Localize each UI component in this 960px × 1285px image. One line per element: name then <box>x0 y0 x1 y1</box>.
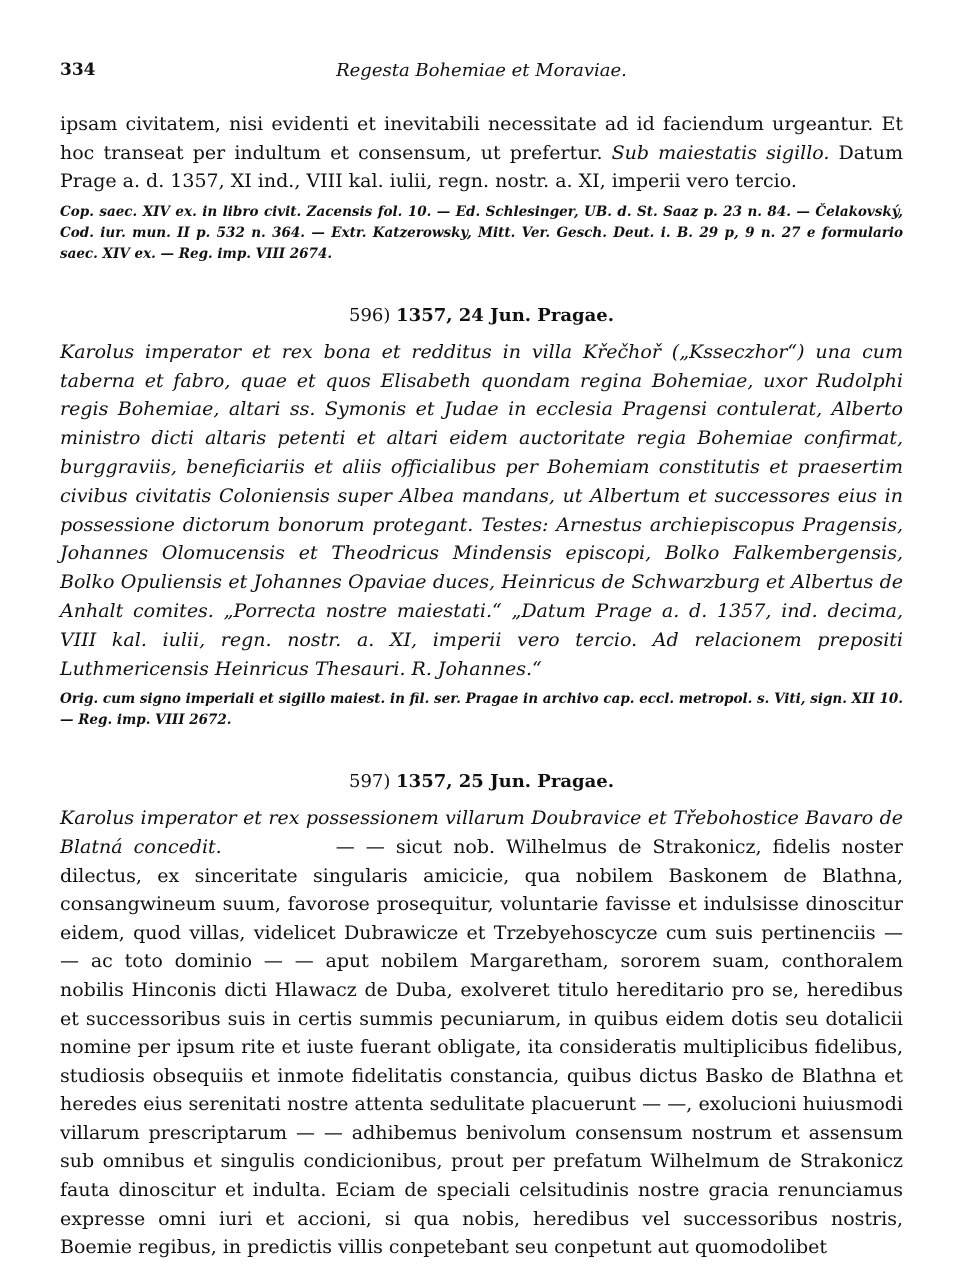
page-number: 334 <box>60 60 96 80</box>
entry-597-heading <box>60 771 903 792</box>
continuation-note: Cop. saec. XIV ex. in libro civit. Zacensis fol. 10. — Ed. Schlesinger, UB. d. St. Saaz p. 23 n. 84. — Čelakovský, Cod. iur. mun. II p. 532 n. 364. — Extr. Katzerowsky, Mitt. Ver. Gesch. Deut. i. B. 29 p, 9 n. 27 e formulario saec. XIV ex. — Reg. imp. VIII 2674. <box>60 203 903 262</box>
continuation-line-2: transeat per indultum et consensum, ut prefertur. <box>103 141 612 164</box>
continuation-line-1: ipsam civitatem, nisi evidenti et inevitabili necessitate ad id faciendum urgeantur. Et hoc <box>60 113 903 164</box>
entry-596-regest: Karolus imperator et rex bona et redditus in villa Křečhoř („Ksseczhor“) una cum taberna et fabro, quae et quos Elisabeth quondam regina Bohemiae, uxor Rudolphi regis Bohemiae, altari ss. Symonis et Judae in ecclesia Pragensi contulerat, Alberto ministro dicti altaris petenti et altari eidem auctoritate regia Bohemiae confirmat, burggraviis, beneficiariis et aliis officialibus per Bohemiam constitutis et praesertim civibus civitatis Coloniensis super Albea mandans, ut Albertum et successores eius in possessione dictorum bonorum protegant. Testes: Arnestus archiepiscopus Pragensis, Johannes Olomucensis et Theodricus Mindensis episcopi, Bolko Falkembergensis, Bolko Opuliensis et Johannes Opaviae duces, Heinricus de Schwarzburg et Albertus de Anhalt comites. „Porrecta nostre maiestati.“ „Datum Prage a. d. 1357, ind. decima, VIII kal. iulii, regn. nostr. a. XI, imperii vero tercio. Ad relacionem prepositi Luthmericensis Heinricus Thesauri. R. Johannes.“ <box>60 340 903 680</box>
entry-596-heading <box>60 305 903 326</box>
entry-597-text: — — sicut nob. Wilhelmus de Strakonicz, fidelis noster dilectus, ex sinceritate singularis amicicie, qua nobilem Baskonem de Blathna, consangwineum suum, favorose prosequitur, voluntarie favisse et indulsisse dinoscitur eidem, quod villas, videlicet Dubrawicze et Trzebyehoscycze cum suis pertinenciis — — ac toto dominio — — aput nobilem Margaretham, sororem suam, conthoralem nobilis Hinconis dicti Hlawacz de Duba, exolveret titulo hereditario pro se, heredibus et successoribus suis in certis summis pecuniarum, in quibus eidem dotis seu dotalicii nomine per ipsum rite et iuste fuerant obligate, ita consideratis multiplicibus fidelibus, studiosis obsequiis et inmote fidelitatis constancia, quibus dictus Basko de Blathna et heredes eius serenitati nostre attenta sedulitate placuerunt — —, exolucioni huiusmodi villarum prescriptarum — — adhibemus benivolum consensum nostrum et assensum sub omnibus et singulis condicionibus, prout per prefatum Wilhelmum de Strakonicz fauta dinoscitur et indulta. Eciam de speciali celsitudinis nostre gracia renunciamus expresse omni iuri et accioni, si qua nobis, heredibus vel successoribus nostris, Boemie regibus, in predictis villis conpetebant seu conpetunt aut quomodolibet <box>60 835 903 1259</box>
page <box>60 52 903 1262</box>
continuation-line-3: Datum Prage a. d. <box>60 141 903 193</box>
entry-596-number: 596) <box>349 304 391 326</box>
continuation-text <box>60 110 903 196</box>
seal-phrase: Sub maiestatis sigillo. <box>611 141 830 164</box>
entry-596-note: Orig. cum signo imperiali et sigillo maiest. in fil. ser. Pragae in archivo cap. eccl. metropol. s. Viti, sign. XII 10. — Reg. imp. VIII 2672. <box>60 691 903 729</box>
entry-597-number: 597) <box>349 771 391 793</box>
running-title: Regesta Bohemiae et Moraviae. <box>336 60 627 81</box>
entry-596-date: 1357, 24 Jun. Pragae. <box>396 304 614 326</box>
entry-597-regest: Karolus imperator et rex possessionem villarum Doubravice et Třebohostice Bavaro de Blatná concedit. <box>60 807 903 858</box>
entry-597-date: 1357, 25 Jun. Pragae. <box>396 771 614 793</box>
page-header <box>60 52 903 86</box>
continuation-line-4: 1357, XI ind., VIII kal. iulii, regn. nostr. a. XI, imperii vero tercio. <box>170 170 797 193</box>
entry-597-body <box>60 804 903 1262</box>
